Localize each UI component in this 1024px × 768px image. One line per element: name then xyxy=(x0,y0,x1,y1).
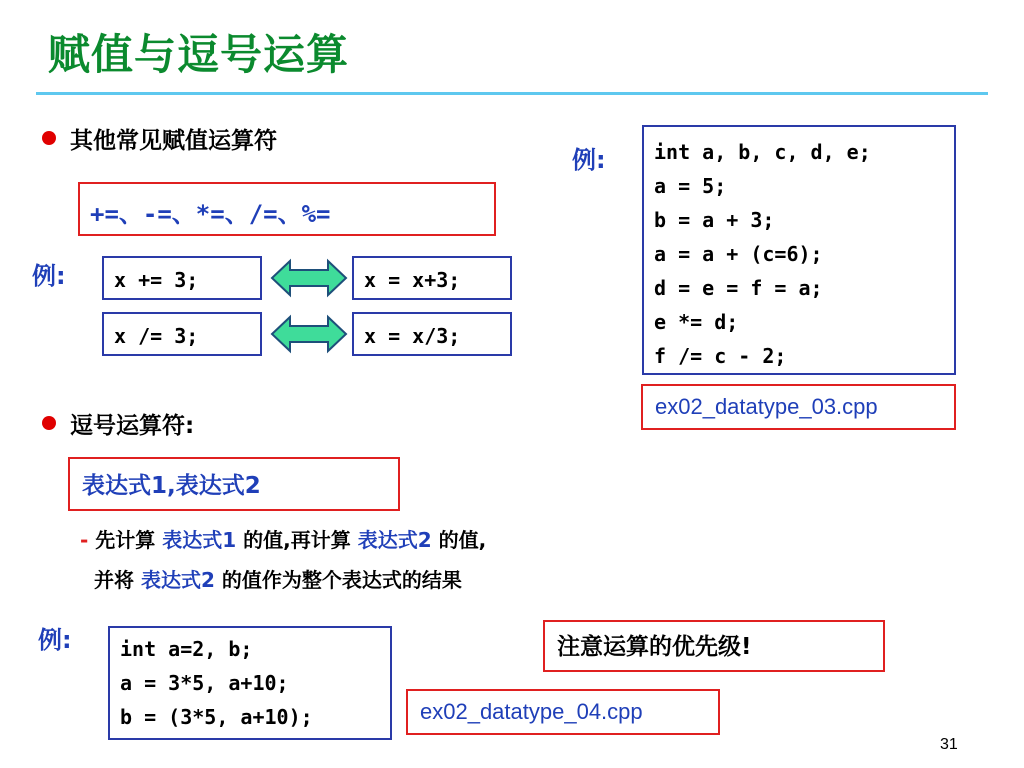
file-link-box[interactable] xyxy=(641,384,956,430)
code-box-left xyxy=(102,312,262,356)
expression-syntax: 表达式1,表达式2 xyxy=(82,473,261,499)
code-right: x = x/3; xyxy=(364,324,461,348)
example-label: 例: xyxy=(32,262,66,290)
slide-title: 赋值与逗号运算 xyxy=(48,30,350,79)
page-number: 31 xyxy=(940,736,958,753)
desc-highlight: 表达式2 xyxy=(140,568,215,592)
file-link-box[interactable] xyxy=(406,689,720,735)
code-line: e *= d; xyxy=(654,310,739,334)
dash-mark: - xyxy=(80,528,89,552)
desc-text: 的值, xyxy=(438,528,487,552)
title-divider xyxy=(36,92,988,95)
section1-heading: 其他常见赋值运算符 xyxy=(70,128,277,154)
description-line-1 xyxy=(80,524,486,556)
desc-highlight: 表达式2 xyxy=(357,528,432,552)
code-line: a = a + (c=6); xyxy=(654,242,823,266)
double-arrow-icon xyxy=(270,314,348,354)
code-line: d = e = f = a; xyxy=(654,276,823,300)
desc-text: 先计算 xyxy=(95,528,156,552)
section2-heading: 逗号运算符: xyxy=(70,413,195,439)
note-box xyxy=(543,620,885,672)
operators-box xyxy=(78,182,496,236)
code-block xyxy=(642,125,956,375)
file-link[interactable]: ex02_datatype_03.cpp xyxy=(655,394,878,419)
code-block xyxy=(108,626,392,740)
code-left: x += 3; xyxy=(114,268,199,292)
code-line: a = 5; xyxy=(654,174,727,198)
desc-text: 的值,再计算 xyxy=(243,528,351,552)
double-arrow-icon xyxy=(270,258,348,298)
code-line: a = 3*5, a+10; xyxy=(120,671,289,695)
code-line: f /= c - 2; xyxy=(654,344,787,368)
example-label: 例: xyxy=(572,146,606,174)
bullet-icon xyxy=(42,131,56,145)
priority-note: 注意运算的优先级! xyxy=(557,634,752,660)
code-left: x /= 3; xyxy=(114,324,199,348)
code-line: b = a + 3; xyxy=(654,208,775,232)
operators-list: +=、-=、*=、/=、%= xyxy=(90,200,331,228)
code-box-right xyxy=(352,256,512,300)
file-link[interactable]: ex02_datatype_04.cpp xyxy=(420,699,643,724)
code-box-left xyxy=(102,256,262,300)
description-line-2 xyxy=(94,564,462,596)
desc-highlight: 表达式1 xyxy=(162,528,237,552)
bullet-icon xyxy=(42,416,56,430)
code-right: x = x+3; xyxy=(364,268,461,292)
code-line: int a=2, b; xyxy=(120,637,253,661)
code-line: int a, b, c, d, e; xyxy=(654,140,871,164)
code-box-right xyxy=(352,312,512,356)
desc-text: 并将 xyxy=(94,568,134,592)
expression-box xyxy=(68,457,400,511)
code-line: b = (3*5, a+10); xyxy=(120,705,313,729)
example-label: 例: xyxy=(38,626,72,654)
desc-text: 的值作为整个表达式的结果 xyxy=(221,568,462,592)
